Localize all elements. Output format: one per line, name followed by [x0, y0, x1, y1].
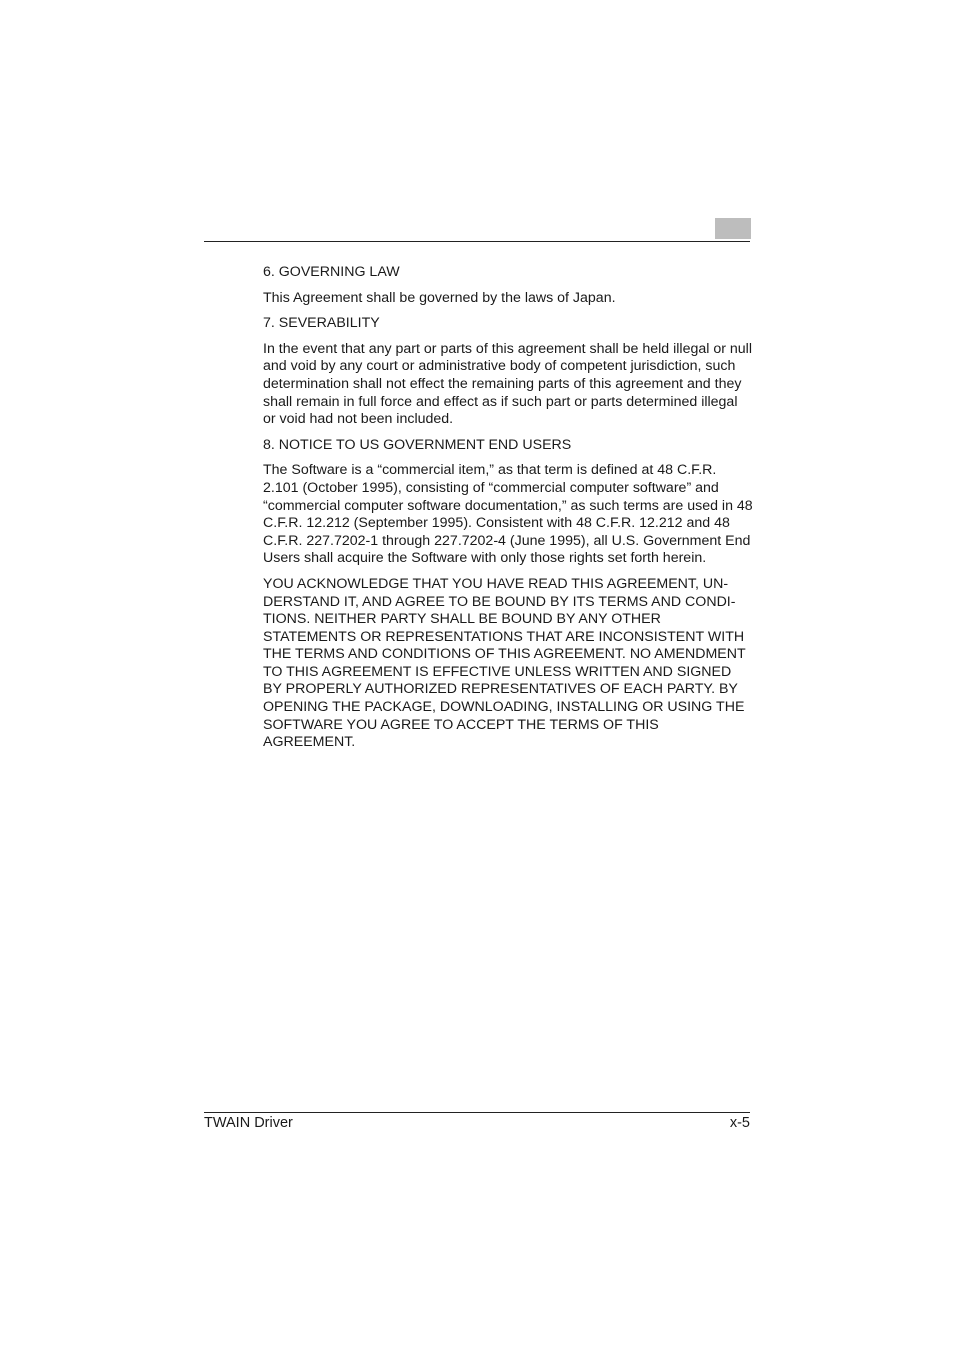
footer-rule	[204, 1112, 750, 1113]
chapter-tab-marker	[715, 218, 751, 239]
page-content	[263, 264, 753, 760]
footer-document-title: TWAIN Driver	[204, 1115, 293, 1131]
section-heading-government-notice: 8. NOTICE TO US GOVERNMENT END USERS	[263, 436, 572, 453]
header-rule	[204, 241, 750, 242]
section-body-governing-law: This Agreement shall be governed by the laws of Japan.	[263, 289, 616, 306]
footer-page-number: x-5	[729, 1115, 750, 1131]
acknowledgement-paragraph: YOU ACKNOWLEDGE THAT YOU HAVE READ THIS AGREEMENT, UNDERSTAND IT, AND AGREE TO BE BOUND BY ITS TERMS AND CONDITIONS. NEITHER PARTY SHALL BE BOUND BY ANY OTHER STATEMENTS OR REPRESENTATIONS THAT ARE INCONSISTENT WITH THE TERMS AND CONDITIONS OF THIS AGREEMENT. NO AMENDMENT TO THIS AGREEMENT IS EFFECTIVE UNLESS WRITTEN AND SIGNED BY PROPERLY AUTHORIZED REPRESENTATIVES OF EACH PARTY. BY OPENING THE PACKAGE, DOWNLOADING, INSTALLING OR USING THE SOFTWARE YOU AGREE TO ACCEPT THE TERMS OF THIS AGREEMENT.	[263, 575, 746, 751]
section-body-government-notice: The Software is a “commercial item,” as that term is defined at 48 C.F.R. 2.101 (October 1995), consisting of “commercial computer software” and “commercial computer software documentation,” as such terms are used in 48 C.F.R. 12.212 (September 1995). Consistent with 48 C.F.R. 12.212 and 48 C.F.R. 227.7202-1 through 227.7202-4 (June 1995), all U.S. Government End Users shall acquire the Software with only those rights set forth herein.	[263, 462, 753, 567]
section-heading-governing-law: 6. GOVERNING LAW	[263, 264, 400, 280]
section-heading-severability: 7. SEVERABILITY	[263, 315, 380, 332]
section-body-severability: In the event that any part or parts of this agreement shall be held illegal or null and void by any court or administrative body of competent jurisdiction, such determination shall not effect the remaining parts of this agreement and they shall remain in full force and effect as if such part or parts determined illegal or void had not been included.	[263, 340, 752, 428]
